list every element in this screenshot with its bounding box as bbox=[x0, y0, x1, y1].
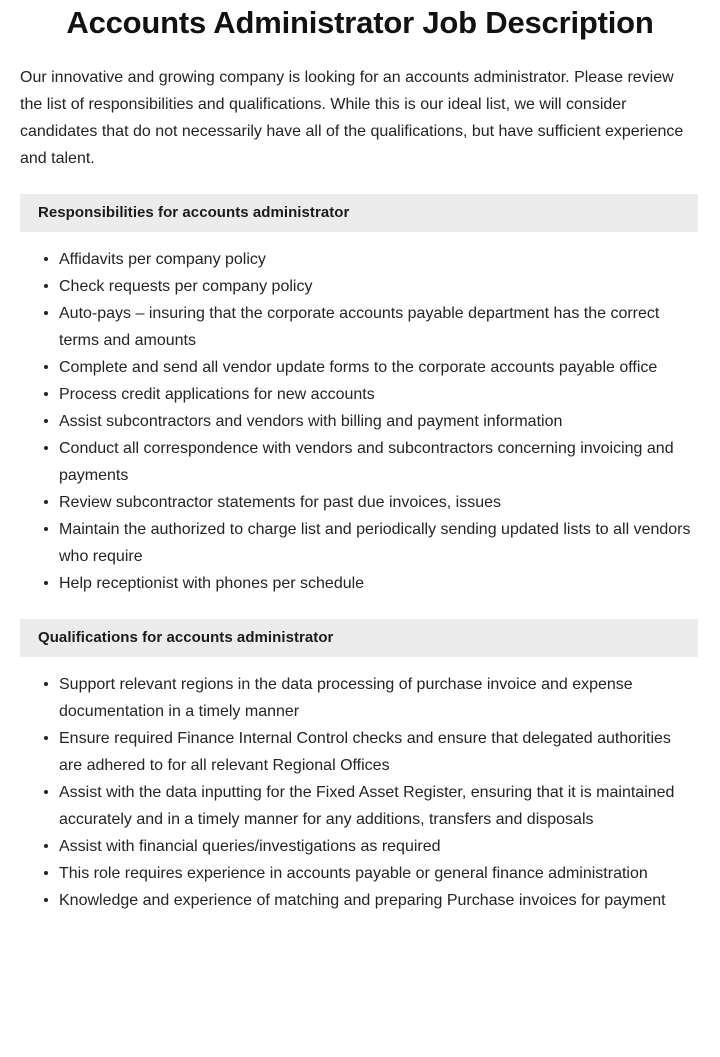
intro-paragraph: Our innovative and growing company is looking for an accounts administrator. Please review the list of responsibilities and qualifications. While this is our ideal list, we will consider candidates that do not necessarily have all of the qualifications, but have sufficient experience and talent. bbox=[20, 69, 684, 167]
list-item: Auto-pays – insuring that the corporate accounts payable department has the correct terms and amounts bbox=[59, 300, 698, 354]
list-item: Knowledge and experience of matching and preparing Purchase invoices for payment bbox=[59, 887, 698, 914]
section-responsibilities bbox=[0, 194, 720, 597]
list-item: Assist with financial queries/investigations as required bbox=[59, 833, 698, 860]
list-item: Assist with the data inputting for the Fixed Asset Register, ensuring that it is maintained accurately and in a timely manner for any additions, transfers and disposals bbox=[59, 779, 698, 833]
page-title: Accounts Administrator Job Description bbox=[66, 5, 654, 40]
list-item: Affidavits per company policy bbox=[59, 246, 698, 273]
list-item: Assist subcontractors and vendors with billing and payment information bbox=[59, 408, 698, 435]
list-item: Conduct all correspondence with vendors and subcontractors concerning invoicing and payments bbox=[59, 435, 698, 489]
list-item: Complete and send all vendor update forms to the corporate accounts payable office bbox=[59, 354, 698, 381]
section-heading-qualifications: Qualifications for accounts administrator bbox=[38, 629, 334, 646]
responsibilities-list bbox=[0, 232, 720, 597]
list-item: Check requests per company policy bbox=[59, 273, 698, 300]
list-item: Help receptionist with phones per schedule bbox=[59, 570, 698, 597]
list-item: Ensure required Finance Internal Control checks and ensure that delegated authorities are adhered to for all relevant Regional Offices bbox=[59, 725, 698, 779]
list-item: Maintain the authorized to charge list and periodically sending updated lists to all vendors who require bbox=[59, 516, 698, 570]
qualifications-list bbox=[0, 657, 720, 914]
list-item: Process credit applications for new accounts bbox=[59, 381, 698, 408]
section-header-band-responsibilities bbox=[20, 194, 698, 232]
section-header-band-qualifications bbox=[20, 619, 698, 657]
section-qualifications bbox=[0, 619, 720, 914]
list-item: This role requires experience in accounts payable or general finance administration bbox=[59, 860, 698, 887]
list-item: Support relevant regions in the data processing of purchase invoice and expense documentation in a timely manner bbox=[59, 671, 698, 725]
section-heading-responsibilities: Responsibilities for accounts administrator bbox=[38, 204, 350, 221]
list-item: Review subcontractor statements for past due invoices, issues bbox=[59, 489, 698, 516]
